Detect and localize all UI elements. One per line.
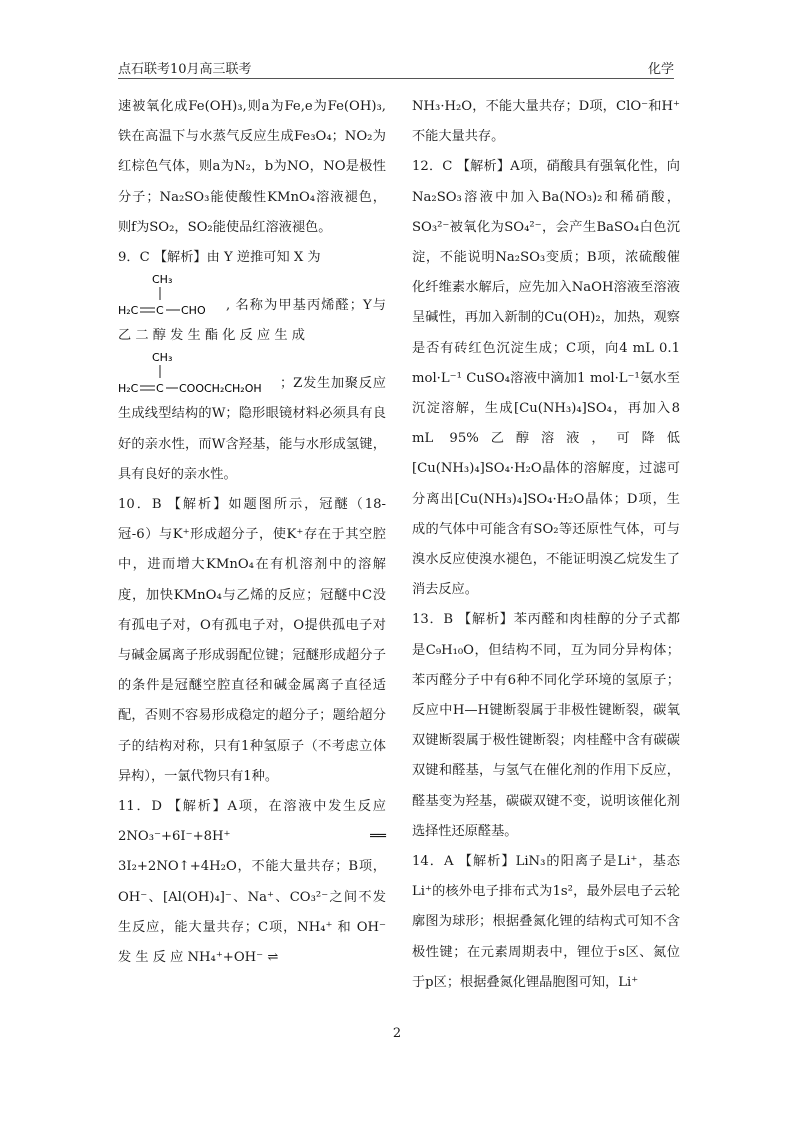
molecule-hydroxyethyl-methacrylate: [118, 351, 280, 399]
mol1-top: CH₃: [152, 273, 173, 287]
right-column: [412, 92, 680, 998]
paragraph-12: 12．C 【解析】A项，硝酸具有强氧化性，向Na₂SO₃溶液中加入Ba(NO₃)₂和稀硝酸，SO₃²⁻被氧化为SO₄²⁻，会产生BaSO₄白色沉淀，不能说明Na₂SO₃变质；B项，浓硫酸催化纤维素水解后，应先加入NaOH溶液至溶液呈碱性，再加入新制的Cu(OH)₂，加热，观察是否有砖红色沉淀生成；C项，向4 mL 0.1 mol·L⁻¹ CuSO₄溶液中滴加1 mol·L⁻¹氨水至沉淀溶解，生成[Cu(NH₃)₄]SO₄，再加入8 mL 95%乙醇溶液，可降低[Cu(NH₃)₄]SO₄·H₂O晶体的溶解度，过滤可分离出[Cu(NH₃)₄]SO₄·H₂O晶体；D项，生成的气体中可能含有SO₂等还原性气体，可与溴水反应使溴水褪色，不能证明溴乙烷发生了消去反应。: [412, 159, 680, 598]
header-subject: 化学: [647, 62, 674, 77]
mol1-left: H₂C: [118, 304, 139, 318]
mol2-center: C: [156, 382, 164, 396]
paragraph-9-end: ；Z发生加聚反应生成线型结构的W；隐形眼镜材料必须具有良好的亲水性，而W含羟基，能与水形成氢键，具有良好的亲水性。: [118, 376, 386, 482]
mol2-left: H₂C: [118, 382, 139, 396]
page-number: 2: [392, 1026, 402, 1041]
left-column: [118, 92, 386, 973]
mol1-center: C: [156, 304, 164, 318]
paragraph-11: 11．D 【解析】A项，在溶液中发生反应2NO₃⁻+6I⁻+8H⁺ ══ 3I₂+2NO↑+4H₂O，不能大量共存；B项，OH⁻、[Al(OH)₄]⁻、Na⁺、CO₃²⁻之间不发生反应，能大量共存；C项，NH₄⁺ 和 OH⁻ 发 生 反 应 NH₄⁺+OH⁻ ⇌: [118, 799, 386, 966]
paragraph-14: 14．A 【解析】LiN₃的阳离子是Li⁺，基态Li⁺的核外电子排布式为1s²，最外层电子云轮廓图为球形；根据叠氮化锂的结构式可知不含极性键；在元素周期表中，锂位于s区、氮位于p区；根据叠氮化锂晶胞图可知，Li⁺: [412, 854, 680, 990]
mol2-right: COOCH₂CH₂OH: [179, 382, 262, 396]
paragraph-9: [118, 243, 386, 490]
mol1-right: CHO: [181, 304, 206, 318]
molecule-methacrolein: [118, 273, 226, 321]
paragraph-9-intro: 9．C 【解析】由 Y 逆推可知 X 为: [118, 250, 321, 266]
header-exam-title: 点石联考10月高三联考: [118, 62, 252, 77]
paragraph-9-middle: , 名称为甲基丙烯醛；Y与乙 二 醇 发 生 酯 化 反 应 生 成: [118, 298, 386, 344]
paragraph-10: 10．B 【解析】如题图所示，冠醚（18-冠-6）与K⁺形成超分子，使K⁺存在于其空腔中，进而增大KMnO₄在有机溶剂中的溶解度，加快KMnO₄与乙烯的反应；冠醚中C没有孤电子对，O有孤电子对，O提供孤电子对与碱金属离子形成弱配位键；冠醚形成超分子的条件是冠醚空腔直径和碱金属离子直径适配，否则不容易形成稳定的超分子；题给超分子的结构对称，只有1种氢原子（不考虑立体异构），一氯代物只有1种。: [118, 497, 386, 784]
page-header: [118, 56, 674, 79]
paragraph-8-continued: 速被氧化成Fe(OH)₃,则a为Fe,e为Fe(OH)₃,铁在高温下与水蒸气反应生成Fe₃O₄；NO₂为红棕色气体，则a为N₂，b为NO，NO是极性分子；Na₂SO₃能使酸性KMnO₄溶液褪色，则f为SO₂，SO₂能使品红溶液褪色。: [118, 99, 386, 235]
paragraph-13: 13．B 【解析】苯丙醛和肉桂醇的分子式都是C₉H₁₀O，但结构不同，互为同分异构体；苯丙醛分子中有6种不同化学环境的氢原子；反应中H—H键断裂属于非极性键断裂，碳氧双键断裂属于极性键断裂；肉桂醛中含有碳碳双键和醛基，与氢气在催化剂的作用下反应，醛基变为羟基，碳碳双键不变，说明该催化剂选择性还原醛基。: [412, 612, 680, 839]
paragraph-11-continued: NH₃·H₂O，不能大量共存；D项，ClO⁻和H⁺不能大量共存。: [412, 99, 680, 145]
mol2-top: CH₃: [152, 351, 173, 365]
